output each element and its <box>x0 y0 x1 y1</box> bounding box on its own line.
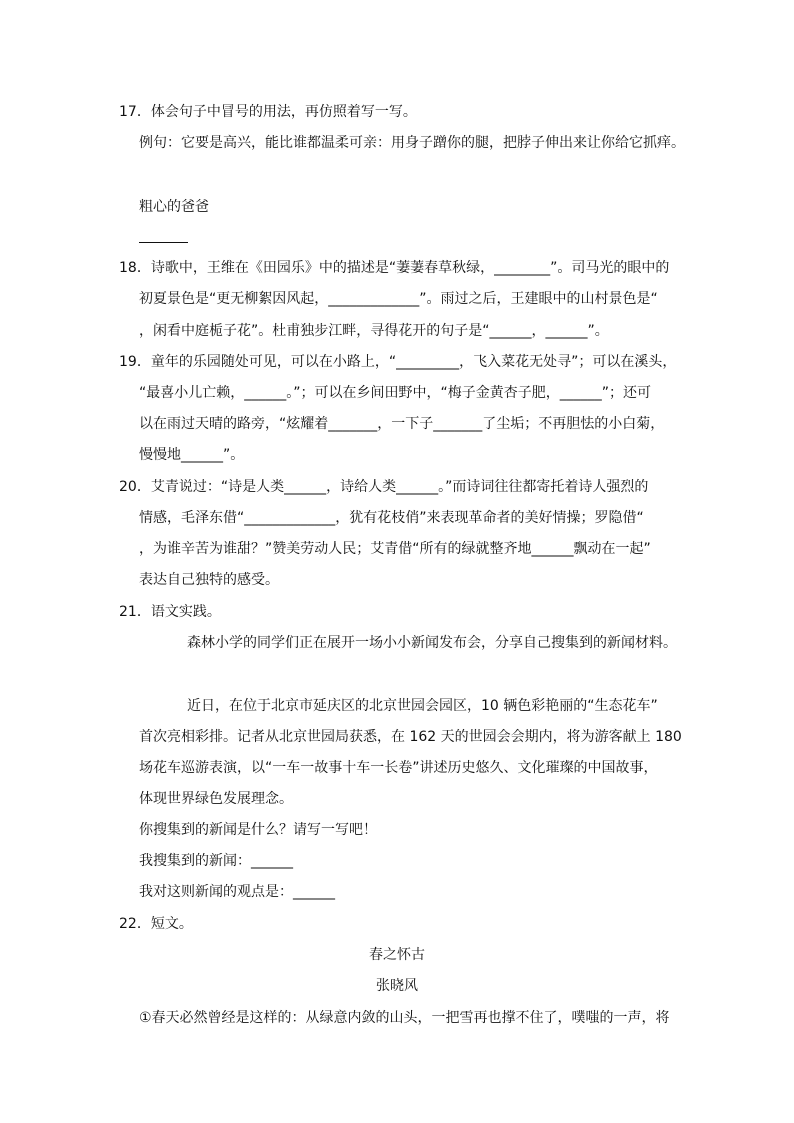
q22-title: 22．短文。 <box>119 916 193 932</box>
essay-author: 张晓风 <box>376 978 418 994</box>
q19-line-1: 19．童年的乐园随处可见，可以在小路上，“_________，飞入菜花无处寻”；可以在溪头， <box>119 354 677 370</box>
q18-line-1: 18．诗歌中，王维在《田园乐》中的描述是“萋萋春草秋绿，________”。司马光的眼中的 <box>119 260 670 276</box>
q17-title: 17．体会句子中冒号的用法，再仿照着写一写。 <box>119 104 417 120</box>
q18-line-3: ，闲看中庭栀子花”。杜甫独步江畔，寻得花开的句子是“______，______”。 <box>139 323 609 339</box>
q19-line-4: 慢慢地______”。 <box>139 447 245 463</box>
essay-paragraph-1: ①春天必然曾经是这样的：从绿意内敛的山头，一把雪再也撑不住了，噗嗤的一声，将 <box>139 1010 670 1026</box>
q17-example: 例句：它要是高兴，能比谁都温柔可亲：用身子蹭你的腿，把脖子伸出来让你给它抓痒。 <box>139 135 685 151</box>
q21-collected-news-field[interactable]: 我搜集到的新闻：______ <box>139 853 293 869</box>
q19-line-3: 以在雨过天晴的路旁，“炫耀着_______，一下子_______了尘垢；不再胆怯的小白菊， <box>139 416 665 432</box>
q17-answer-blank[interactable] <box>139 242 188 243</box>
q21-news-line-2: 首次亮相彩排。记者从北京世园局获悉，在 162 天的世园会会期内，将为游客献上 180 <box>139 729 682 745</box>
q20-line-2: 情感，毛泽东借“_____________，犹有花枝俏”来表现革命者的美好情操；罗隐借“ <box>139 510 644 526</box>
q20-line-4: 表达自己独特的感受。 <box>139 572 279 588</box>
q18-line-2: 初夏景色是“更无柳絮因风起，_____________”。雨过之后，王建眼中的山村景色是“ <box>139 291 658 307</box>
q21-news-line-1: 近日，在位于北京市延庆区的北京世园会园区，10 辆色彩艳丽的“生态花车” <box>187 698 658 714</box>
q20-line-3: ，为谁辛苦为谁甜？”赞美劳动人民；艾青借“所有的绿就整齐地______飘动在一起” <box>139 541 651 557</box>
q21-intro: 森林小学的同学们正在展开一场小小新闻发布会，分享自己搜集到的新闻材料。 <box>187 635 677 651</box>
q17-prompt: 粗心的爸爸 <box>139 199 209 215</box>
q21-title: 21．语文实践。 <box>119 604 221 620</box>
q21-opinion-field[interactable]: 我对这则新闻的观点是：______ <box>139 884 335 900</box>
q21-ask: 你搜集到的新闻是什么？请写一写吧！ <box>139 822 377 838</box>
q19-line-2: “最喜小儿亡赖，______。”；可以在乡间田野中，“梅子金黄杏子肥，______”；还可 <box>139 385 652 401</box>
q21-news-line-4: 体现世界绿色发展理念。 <box>139 791 293 807</box>
essay-title: 春之怀古 <box>369 947 425 963</box>
q20-line-1: 20．艾青说过：“诗是人类______，诗给人类______。”而诗词往往都寄托着诗人强烈的 <box>119 479 649 495</box>
q21-news-line-3: 场花车巡游表演，以“一车一故事十车一长卷”讲述历史悠久、文化璀璨的中国故事， <box>139 760 658 776</box>
